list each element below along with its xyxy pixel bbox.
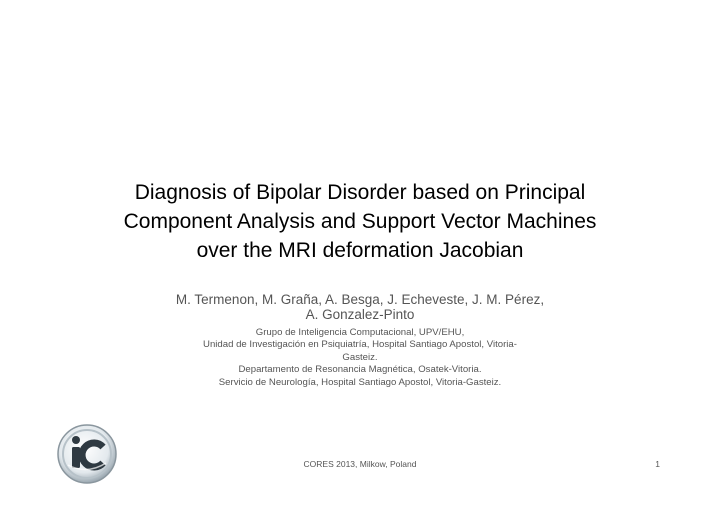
- affiliation-line: Grupo de Inteligencia Computacional, UPV/EHU,: [255, 327, 465, 338]
- footer-conference: CORES 2013, Milkow, Poland: [303, 459, 417, 469]
- title-line: Component Analysis and Support Vector Machines: [123, 210, 597, 233]
- authors-line: M. Termenon, M. Graña, A. Besga, J. Echeveste, J. M. Pérez,: [175, 292, 545, 307]
- affiliation-line: Unidad de Investigación en Psiquiatría, Hospital Santiago Apostol, Vitoria-: [203, 339, 517, 351]
- affiliation-line: Gasteiz.: [342, 351, 378, 363]
- affiliation-line: Servicio de Neurología, Hospital Santiago Apostol, Vitoria-Gasteiz.: [218, 376, 502, 388]
- authors-line: A. Gonzalez-Pinto: [305, 307, 415, 322]
- affiliations: [150, 327, 570, 389]
- title-line: over the MRI deformation Jacobian: [196, 239, 524, 262]
- authors: [100, 292, 620, 322]
- ic-logo-icon: [56, 423, 118, 485]
- page-number: 1: [655, 459, 660, 469]
- slide-title: [60, 178, 660, 265]
- affiliation-line: Departamento de Resonancia Magnética, Osatek-Vitoria.: [238, 364, 482, 376]
- title-line: Diagnosis of Bipolar Disorder based on Principal: [134, 181, 586, 204]
